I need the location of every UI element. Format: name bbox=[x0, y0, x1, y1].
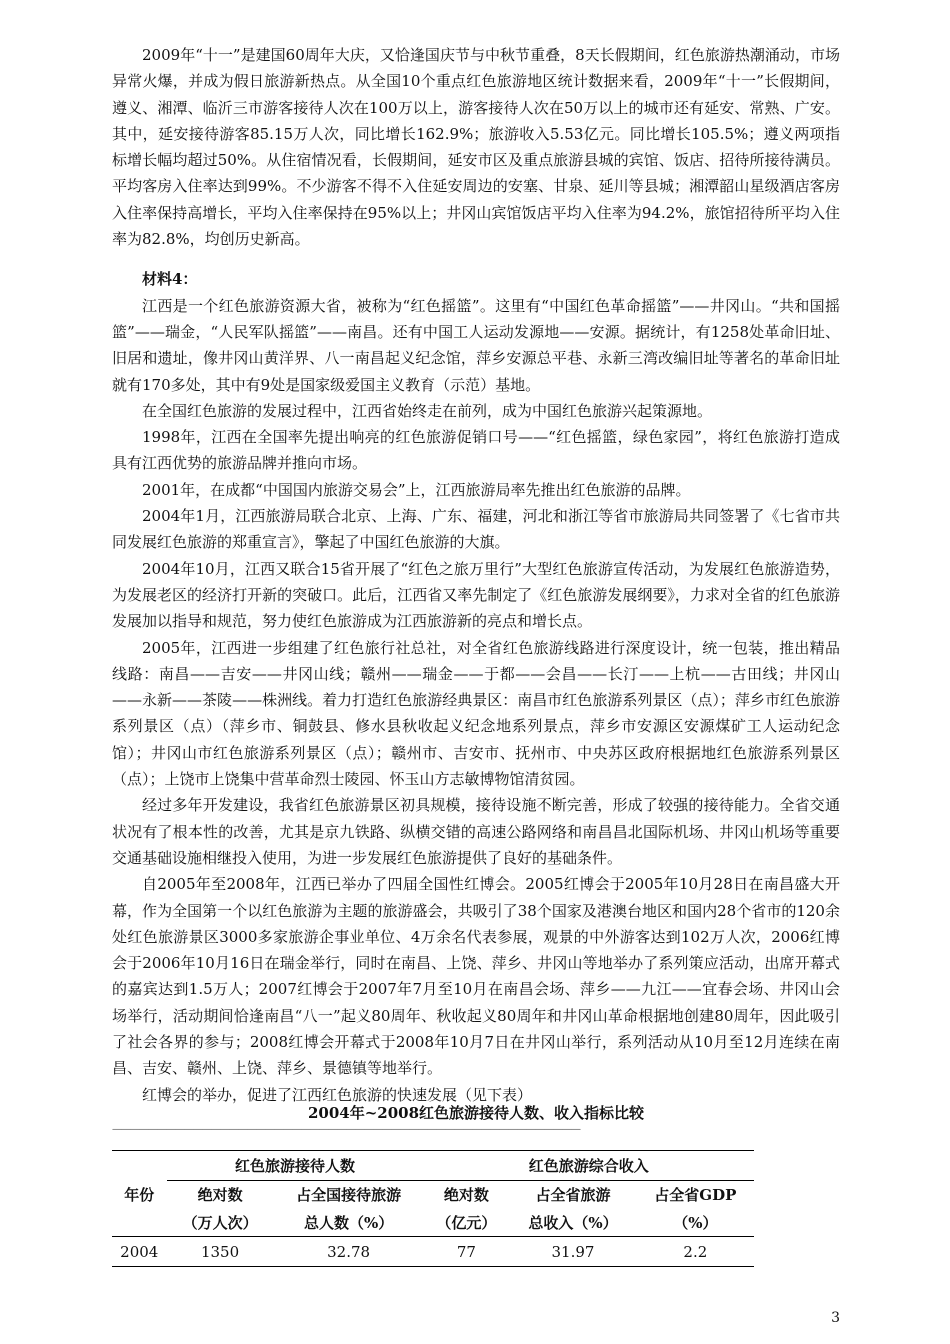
cell-income: 77 bbox=[456, 1242, 476, 1261]
col-share-income: 占全省旅游 bbox=[535, 1186, 611, 1205]
paragraph: 红博会的举办，促进了江西红色旅游的快速发展（见下表） bbox=[142, 1085, 533, 1104]
col-year: 年份 bbox=[124, 1186, 155, 1204]
header-empty bbox=[112, 1151, 167, 1181]
cell-gdp-share: 2.2 bbox=[683, 1242, 708, 1261]
paragraph: 江西是一个红色旅游资源大省，被称为“红色摇篮”。这里有“中国红色革命摇篮”——井冈山。“共和国摇篮”——瑞金，“人民军队摇篮”——南昌。还有中国工人运动发源地——安源。据统计，有1258处革命旧址、旧居和遗址，像井冈山黄洋界、八一南昌起义纪念馆，萍乡安源总平巷、永新三湾改编旧址等著名的革命旧址就有170多处，其中有9处是国家级爱国主义教育（示范）基地。 bbox=[112, 296, 840, 394]
col-gdp-unit: （%） bbox=[673, 1213, 718, 1232]
paragraph: 在全国红色旅游的发展过程中，江西省始终走在前列，成为中国红色旅游兴起策源地。 bbox=[142, 401, 713, 420]
paragraph: 经过多年开发建设，我省红色旅游景区初具规模，接待设施不断完善，形成了较强的接待能力。全省交通状况有了根本性的改善，尤其是京九铁路、纵横交错的高速公路网络和南昌昌北国际机场、井冈山机场等重要交通基础设施相继投入使用，为进一步发展红色旅游提供了良好的基础条件。 bbox=[112, 796, 840, 867]
stats-table-wrapper bbox=[112, 1150, 840, 1267]
table-caption: 2004年~2008红色旅游接待人数、收入指标比较 bbox=[307, 1104, 645, 1122]
dashed-separator: ———————————————————————————————————————————————————— bbox=[112, 1124, 580, 1135]
paragraph: 1998年，江西在全国率先提出响亮的红色旅游促销口号——“红色摇篮，绿色家园”，将红色旅游打造成具有江西优势的旅游品牌并推向市场。 bbox=[112, 428, 840, 473]
paragraph: 2005年，江西进一步组建了红色旅行社总社，对全省红色旅游线路进行深度设计，统一包装，推出精品线路：南昌——吉安——井冈山线；赣州——瑞金——于都——会昌——长汀——上杭——古田线；井冈山——永新——茶陵——株洲线。着力打造红色旅游经典景区：南昌市红色旅游系列景区（点）；萍乡市红色旅游系列景区（点）（萍乡市、铜鼓县、修水县秋收起义纪念地系列景点，萍乡市安源区安源煤矿工人运动纪念馆）；井冈山市红色旅游系列景区（点）；赣州市、吉安市、抚州市、中央苏区政府根据地红色旅游系列景区（点）；上饶市上饶集中营革命烈士陵园、怀玉山方志敏博物馆清贫园。 bbox=[112, 638, 840, 789]
paragraph: 2004年10月，江西又联合15省开展了“红色之旅万里行”大型红色旅游宣传活动，为发展红色旅游造势，为发展老区的经济打开新的突破口。此后，江西省又率先制定了《红色旅游发展纲要》，力求对全省的红色旅游发展加以指导和规范，努力使红色旅游成为江西旅游新的亮点和增长点。 bbox=[112, 559, 840, 631]
col-abs-income-unit: （亿元） bbox=[436, 1213, 497, 1232]
paragraph: 2004年1月，江西旅游局联合北京、上海、广东、福建，河北和浙江等省市旅游局共同签署了《七省市共同发展红色旅游的郑重宣言》，擎起了中国红色旅游的大旗。 bbox=[112, 507, 840, 552]
body-text bbox=[112, 42, 840, 1108]
col-share-income-unit: 总收入（%） bbox=[528, 1213, 618, 1232]
table-row bbox=[112, 1237, 754, 1267]
group-header-income: 红色旅游综合收入 bbox=[424, 1151, 754, 1181]
paragraph-holiday-2009: 2009年“十一”是建国60周年大庆，又恰逢国庆节与中秋节重叠，8天长假期间，红色旅游热潮涌动，市场异常火爆，并成为假日旅游新热点。从全国10个重点红色旅游地区统计数据来看，2009年“十一”长假期间，遵义、湘潭、临沂三市游客接待人次在100万以上，游客接待人次在50万以上的城市还有延安、常熟、广安。其中，延安接待游客85.15万人次，同比增长162.9%；旅游收入5.53亿元。同比增长105.5%；遵义两项指标增长幅均超过50%。从住宿情况看，长假期间，延安市区及重点旅游县城的宾馆、饭店、招待所接待满员。平均客房入住率达到99%。不少游客不得不入住延安周边的安塞、甘泉、延川等县城；湘潭韶山星级酒店客房入住率保持高增长，平均入住率保持在95%以上；井冈山宾馆饭店平均入住率为94.2%，旅馆招待所平均入住率为82.8%，均创历史新高。 bbox=[112, 46, 840, 249]
col-abs-visitors-unit: （万人次） bbox=[182, 1213, 258, 1232]
col-gdp: 占全省GDP bbox=[654, 1186, 737, 1205]
paragraph: 2001年，在成都“中国国内旅游交易会”上，江西旅游局率先推出红色旅游的品牌。 bbox=[142, 480, 691, 499]
section-heading: 材料4： bbox=[142, 270, 198, 289]
col-share-visitors-unit: 总人数（%） bbox=[303, 1213, 394, 1232]
group-header-visitors: 红色旅游接待人数 bbox=[167, 1151, 424, 1181]
paragraph: 自2005年至2008年，江西已举办了四届全国性红博会。2005红博会于2005年10月28日在南昌盛大开幕，作为全国第一个以红色旅游为主题的旅游盛会，共吸引了38个国家及港澳台地区和国内28个省市的120余处红色旅游景区3000多家旅游企事业单位、4万余名代表参展，观景的中外游客达到102万人次，2006红博会于2006年10月16日在瑞金举行，同时在南昌、上饶、萍乡、井冈山等地举办了系列策应活动，出席开幕式的嘉宾达到1.5万人；2007红博会于2007年7月至10月在南昌会场、萍乡——九江——宜春会场、井冈山会场举行，活动期间恰逢南昌“八一”起义80周年、秋收起义80周年和井冈山革命根据地创建80周年，因此吸引了社会各界的参与；2008红博会开幕式于2008年10月7日在井冈山举行，系列活动从10月至12月连续在南昌、吉安、赣州、上饶、萍乡、景德镇等地举行。 bbox=[112, 875, 840, 1078]
col-share-visitors: 占全国接待旅游 bbox=[296, 1186, 402, 1205]
stats-table bbox=[112, 1150, 754, 1267]
col-abs-visitors: 绝对数 bbox=[197, 1186, 243, 1205]
cell-visitors-share: 32.78 bbox=[327, 1242, 371, 1261]
cell-visitors: 1350 bbox=[200, 1242, 240, 1261]
col-abs-income: 绝对数 bbox=[443, 1186, 489, 1205]
page-number: 3 bbox=[831, 1310, 840, 1326]
cell-income-share: 31.97 bbox=[551, 1242, 595, 1261]
cell-year: 2004 bbox=[120, 1242, 159, 1261]
